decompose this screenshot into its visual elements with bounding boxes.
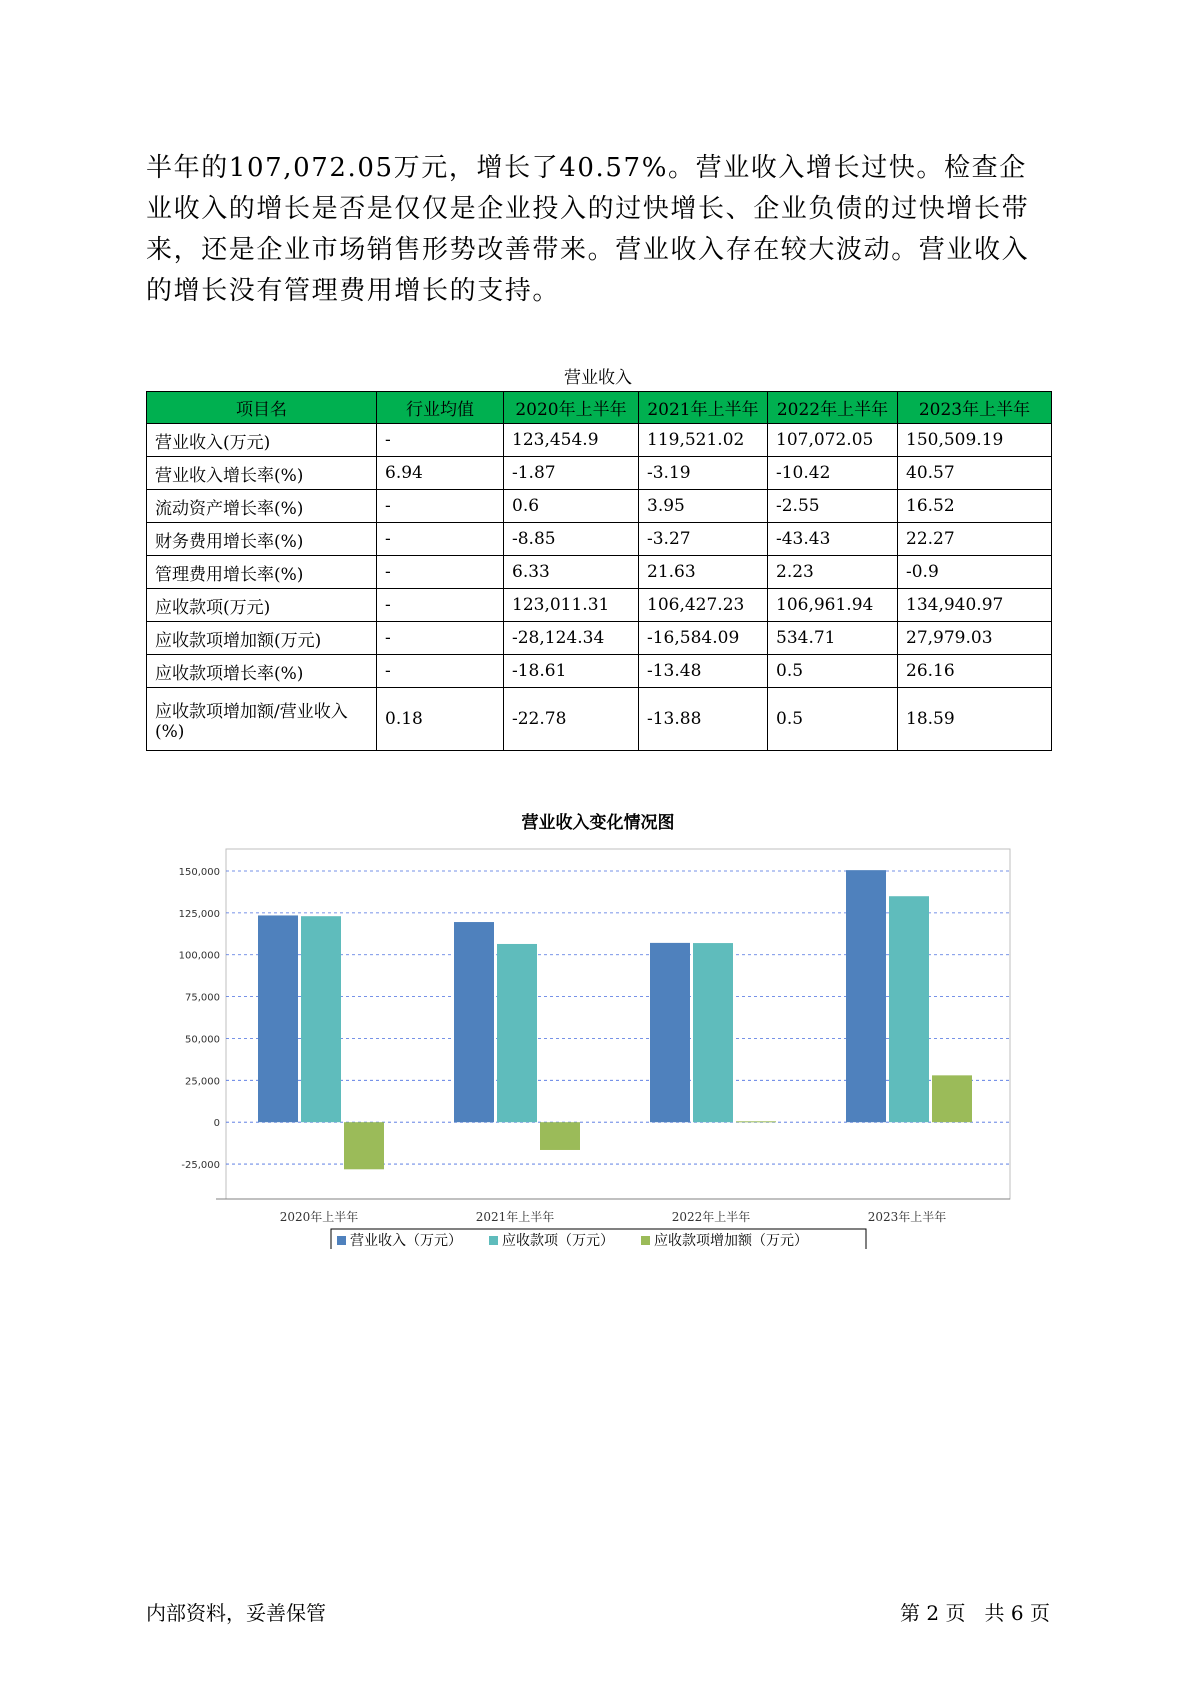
table-cell: -13.48	[639, 655, 768, 688]
table-cell: -3.27	[639, 523, 768, 556]
table-cell: 应收款项增加额/营业收入(%)	[147, 688, 377, 751]
table-cell: 106,961.94	[768, 589, 898, 622]
bar-chart	[148, 839, 1051, 1249]
table-cell: 21.63	[639, 556, 768, 589]
table-cell: -18.61	[504, 655, 639, 688]
table-row	[147, 622, 1052, 655]
table-cell: -0.9	[898, 556, 1052, 589]
table-cell: 应收款项(万元)	[147, 589, 377, 622]
table-header-row	[147, 392, 1052, 424]
revenue-table	[146, 391, 1052, 751]
table-cell: 119,521.02	[639, 424, 768, 457]
legend-label: 应收款项增加额（万元）	[654, 1233, 808, 1249]
table-cell: -	[377, 622, 504, 655]
table-cell: 150,509.19	[898, 424, 1052, 457]
table-cell: -43.43	[768, 523, 898, 556]
header-cell: 项目名	[147, 392, 377, 424]
y-tick-label: 150,000	[178, 867, 220, 878]
bar-receivables-increase	[736, 1121, 776, 1122]
y-tick-label: 125,000	[178, 908, 220, 920]
table-cell: -2.55	[768, 490, 898, 523]
table-cell: -16,584.09	[639, 622, 768, 655]
table-body	[147, 424, 1052, 751]
table-cell: 流动资产增长率(%)	[147, 490, 377, 523]
bar-receivables	[497, 944, 537, 1122]
table-cell: -	[377, 655, 504, 688]
table-cell: -13.88	[639, 688, 768, 751]
table-cell: -	[377, 523, 504, 556]
footer-confidential-note: 内部资料，妥善保管	[146, 1601, 326, 1625]
bar-receivables-increase	[344, 1122, 384, 1169]
chart-svg	[148, 839, 1051, 1249]
header-cell: 2020年上半年	[504, 392, 639, 424]
y-tick-label: 100,000	[178, 950, 220, 962]
table-cell: 123,454.9	[504, 424, 639, 457]
table-cell: 18.59	[898, 688, 1052, 751]
table-cell: 营业收入增长率(%)	[147, 457, 377, 490]
header-cell: 2022年上半年	[768, 392, 898, 424]
table-cell: -	[377, 589, 504, 622]
table-cell: -	[377, 424, 504, 457]
header-cell: 2021年上半年	[639, 392, 768, 424]
table-cell: -8.85	[504, 523, 639, 556]
table-cell: -	[377, 490, 504, 523]
table-cell: 6.94	[377, 457, 504, 490]
bar-receivables	[889, 896, 929, 1122]
table-cell: -22.78	[504, 688, 639, 751]
table-cell: 2.23	[768, 556, 898, 589]
table-caption: 营业收入	[564, 368, 632, 388]
table-cell: 40.57	[898, 457, 1052, 490]
table-cell: 27,979.03	[898, 622, 1052, 655]
table-cell: 财务费用增长率(%)	[147, 523, 377, 556]
table-cell: 0.5	[768, 688, 898, 751]
body-paragraph: 半年的107,072.05万元，增长了40.57%。营业收入增长过快。检查企业收入的增长是否是仅仅是企业投入的过快增长、企业负债的过快增长带来，还是企业市场销售形势改善带来。营业收入存在较大波动。营业收入的增长没有管理费用增长的支持。	[146, 153, 1030, 306]
bar-revenue	[258, 915, 298, 1122]
legend-swatch	[641, 1236, 650, 1245]
table-cell: -28,124.34	[504, 622, 639, 655]
legend-label: 营业收入（万元）	[350, 1233, 462, 1249]
footer-page-number: 第 2 页 共 6 页	[900, 1601, 1050, 1625]
table-cell: 3.95	[639, 490, 768, 523]
bar-receivables-increase	[932, 1075, 972, 1122]
chart-title: 营业收入变化情况图	[521, 813, 675, 833]
bar-receivables	[693, 943, 733, 1122]
table-cell: 6.33	[504, 556, 639, 589]
table-cell: -1.87	[504, 457, 639, 490]
table-cell: 管理费用增长率(%)	[147, 556, 377, 589]
table-cell: 26.16	[898, 655, 1052, 688]
table-cell: -	[377, 556, 504, 589]
bar-receivables-increase	[540, 1122, 580, 1150]
bar-revenue	[650, 943, 690, 1122]
table-row	[147, 523, 1052, 556]
table-row	[147, 490, 1052, 523]
y-tick-label: -25,000	[181, 1160, 220, 1172]
table-cell: 16.52	[898, 490, 1052, 523]
bar-revenue	[454, 922, 494, 1122]
header-cell: 2023年上半年	[898, 392, 1052, 424]
table-cell: 0.18	[377, 688, 504, 751]
table-row	[147, 655, 1052, 688]
table-cell: 0.6	[504, 490, 639, 523]
table-cell: 0.5	[768, 655, 898, 688]
table-cell: 134,940.97	[898, 589, 1052, 622]
legend-swatch	[337, 1236, 346, 1245]
table-cell: 应收款项增长率(%)	[147, 655, 377, 688]
x-tick-label: 2021年上半年	[475, 1210, 555, 1224]
table-row	[147, 556, 1052, 589]
table-cell: 22.27	[898, 523, 1052, 556]
table-cell: -3.19	[639, 457, 768, 490]
table-cell: 应收款项增加额(万元)	[147, 622, 377, 655]
table-row	[147, 424, 1052, 457]
table-cell: -10.42	[768, 457, 898, 490]
table-row	[147, 589, 1052, 622]
legend-swatch	[489, 1236, 498, 1245]
legend-label: 应收款项（万元）	[502, 1233, 614, 1249]
x-tick-label: 2023年上半年	[867, 1210, 947, 1224]
bar-revenue	[846, 870, 886, 1122]
table-row	[147, 688, 1052, 751]
table-cell: 534.71	[768, 622, 898, 655]
y-tick-label: 50,000	[185, 1034, 220, 1046]
y-tick-label: 75,000	[185, 992, 220, 1004]
header-cell: 行业均值	[377, 392, 504, 424]
bar-receivables	[301, 916, 341, 1122]
table-cell: 107,072.05	[768, 424, 898, 457]
y-tick-label: 25,000	[185, 1076, 220, 1088]
y-tick-label: 0	[213, 1118, 220, 1130]
x-tick-label: 2022年上半年	[671, 1210, 751, 1224]
table-cell: 营业收入(万元)	[147, 424, 377, 457]
table-row	[147, 457, 1052, 490]
table-cell: 106,427.23	[639, 589, 768, 622]
table-cell: 123,011.31	[504, 589, 639, 622]
x-tick-label: 2020年上半年	[279, 1210, 359, 1224]
